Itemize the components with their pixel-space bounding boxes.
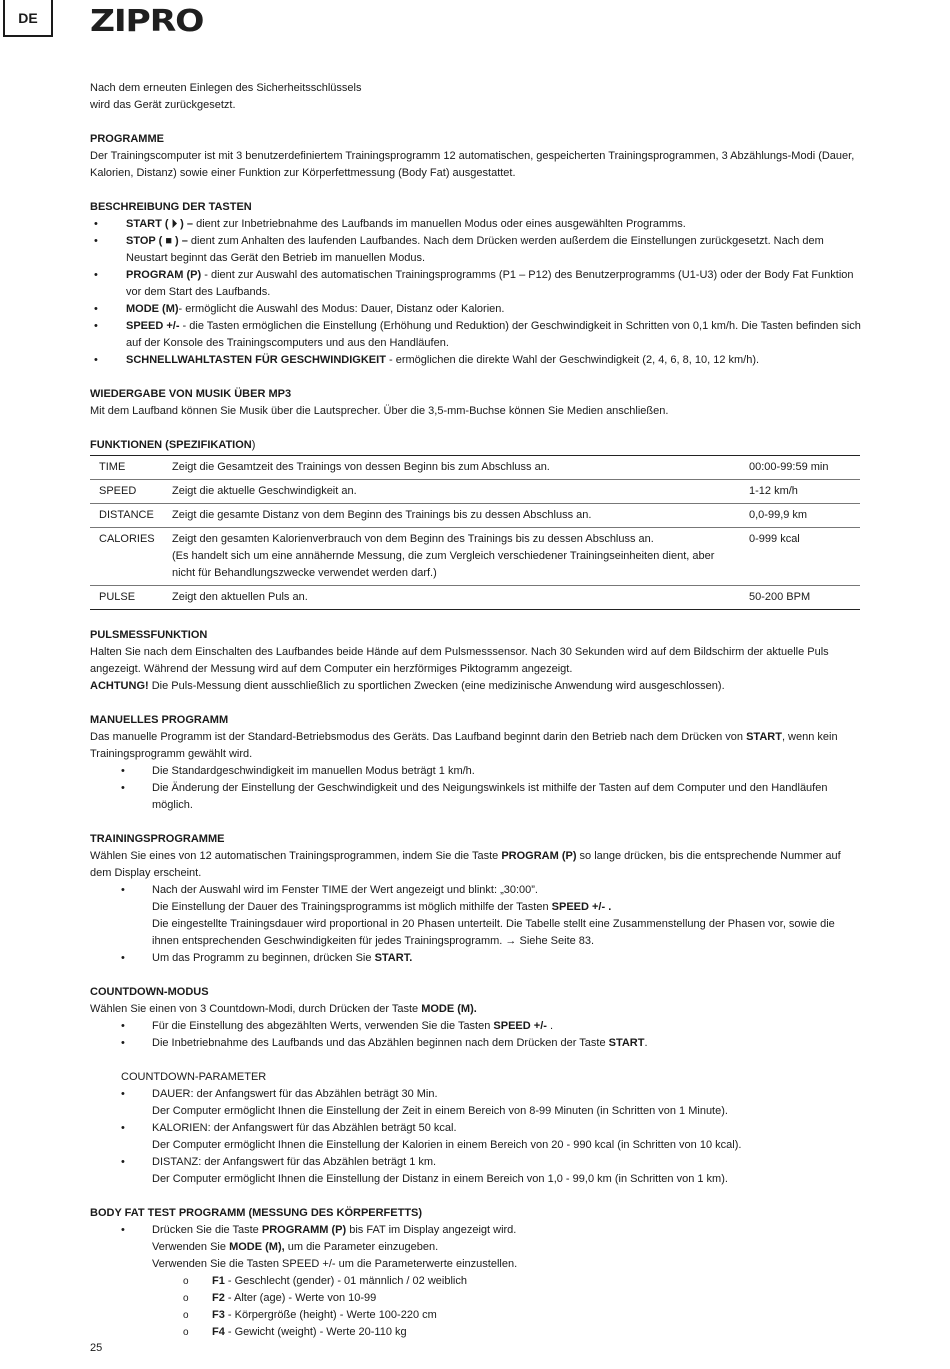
training-list <box>90 882 862 967</box>
page-number: 25 <box>90 1342 103 1354</box>
table-row: SPEED Zeigt die aktuelle Geschwindigkeit an. 1-12 km/h <box>90 480 860 504</box>
countdown-text: Wählen Sie einen von 3 Countdown-Modi, durch Drücken der Taste MODE (M). <box>90 1003 477 1015</box>
section-heading-musik: WIEDERGABE VON MUSIK ÜBER MP3 <box>90 388 292 400</box>
list-item: o F4 - Gewicht (weight) - Werte 20-110 kg <box>90 1324 862 1341</box>
list-item: • DAUER: der Anfangswert für das Abzählen beträgt 30 Min. Der Computer ermöglicht Ihnen die Einstellung der Zeit in einem Bereich von 8-99 Minuten (in Schritten von 1 Minute). <box>90 1086 862 1120</box>
list-item: • Die Änderung der Einstellung der Geschwindigkeit und des Neigungswinkels ist mithilfe der Tasten auf dem Computer und den Handläufen möglich. <box>90 780 862 814</box>
language-label: DE <box>18 9 38 26</box>
manuell-text: Das manuelle Programm ist der Standard-Betriebsmodus des Geräts. Das Laufband beginnt darin den Betrieb nach dem Drücken von START, wenn kein Trainingsprogramm gewählt wird. <box>90 731 838 760</box>
table-row: PULSE Zeigt den aktuellen Puls an. 50-200 BPM <box>90 586 860 610</box>
section-heading-training: TRAININGSPROGRAMME <box>90 833 225 845</box>
countdown-param-title: COUNTDOWN-PARAMETER <box>121 1071 267 1083</box>
list-item: o F1 - Geschlecht (gender) - 01 männlich / 02 weiblich <box>90 1273 862 1290</box>
list-item: • START ( ⏵ ) – dient zur Inbetriebnahme des Laufbands im manuellen Modus oder eines ausgewählten Programms. <box>90 216 862 233</box>
list-item: • DISTANZ: der Anfangswert für das Abzählen beträgt 1 km. Der Computer ermöglicht Ihnen die Einstellung der Distanz in einem Bereich von 1,0 - 99,0 km (in Schritten von 1 km). <box>90 1154 862 1188</box>
list-item: • Drücken Sie die Taste PROGRAMM (P) bis FAT im Display angezeigt wird. Verwenden Sie MODE (M), um die Parameter einzugeben. Verwenden Sie die Tasten SPEED +/- um die Parameterwerte einzustellen. <box>90 1222 862 1273</box>
intro-line: Nach dem erneuten Einlegen des Sicherheitsschlüssels <box>90 82 362 94</box>
list-item: • Um das Programm zu beginnen, drücken Sie START. <box>90 950 862 967</box>
brand-logo: ZIPRO <box>90 4 204 39</box>
section-heading-funktionen: FUNKTIONEN (SPEZIFIKATION) <box>90 439 256 451</box>
countdown-param-list <box>90 1086 862 1188</box>
bodyfat-param-list <box>90 1273 862 1341</box>
list-item: • Für die Einstellung des abgezählten Werts, verwenden Sie die Tasten SPEED +/- . <box>90 1018 862 1035</box>
list-item: o F2 - Alter (age) - Werte von 10-99 <box>90 1290 862 1307</box>
intro-line: wird das Gerät zurückgesetzt. <box>90 99 236 111</box>
manuell-list <box>90 763 862 814</box>
table-row: TIME Zeigt die Gesamtzeit des Trainings von dessen Beginn bis zum Abschluss an. 00:00-99:59 min <box>90 456 860 480</box>
puls-text: Halten Sie nach dem Einschalten des Laufbandes beide Hände auf dem Pulsmesssensor. Nach 30 Sekunden wird auf dem Bildschirm der aktuelle Puls angezeigt. Während der Messung wird auf dem Computer ein herzförmiges Piktogramm angezeigt. <box>90 646 829 675</box>
section-heading-puls: PULSMESSFUNKTION <box>90 629 208 641</box>
countdown-list <box>90 1018 862 1052</box>
list-item: • SPEED +/- - die Tasten ermöglichen die Einstellung (Erhöhung und Reduktion) der Geschwindigkeit in Schritten von 0,1 km/h. Die Tasten befinden sich auf der Konsole des Trainingscomputers und aus den Handläufen. <box>90 318 862 352</box>
list-item: • SCHNELLWAHLTASTEN FÜR GESCHWINDIGKEIT - ermöglichen die direkte Wahl der Geschwindigkeit (2, 4, 6, 8, 10, 12 km/h). <box>90 352 862 369</box>
list-item: • Die Standardgeschwindigkeit im manuellen Modus beträgt 1 km/h. <box>90 763 862 780</box>
list-item: • STOP ( ■ ) – dient zum Anhalten des laufenden Laufbandes. Nach dem Drücken werden außerdem die Einstellungen zurückgesetzt. Nach dem Neustart beginnt das Gerät den Betrieb im manuellen Modus. <box>90 233 862 267</box>
puls-warning: ACHTUNG! Die Puls-Messung dient ausschließlich zu sportlichen Zwecken (eine medizinische Anwendung wird ausgeschlossen). <box>90 680 725 692</box>
page-content <box>90 80 862 1341</box>
section-heading-bodyfat: BODY FAT TEST PROGRAMM (MESSUNG DES KÖRPERFETTS) <box>90 1207 423 1219</box>
list-item: • PROGRAM (P) - dient zur Auswahl des automatischen Trainingsprogramms (P1 – P12) des Benutzerprogramms (U1-U3) oder der Body Fat Funktion vor dem Start des Laufbands. <box>90 267 862 301</box>
table-row: DISTANCE Zeigt die gesamte Distanz von dem Beginn des Trainings bis zu dessen Abschluss an. 0,0-99,9 km <box>90 504 860 528</box>
section-heading-manuell: MANUELLES PROGRAMM <box>90 714 229 726</box>
table-row: CALORIES Zeigt den gesamten Kalorienverbrauch von dem Beginn des Trainings bis zu dessen Abschluss an. (Es handelt sich um eine annähernde Messung, die zum Vergleich verschiedener Trainingseinheiten dient, aber nicht für Behandlungszwecke verwendet werden darf.) 0-999 kcal <box>90 528 860 586</box>
section-heading-programme: PROGRAMME <box>90 133 164 145</box>
function-spec-table <box>90 455 860 610</box>
list-item: • KALORIEN: der Anfangswert für das Abzählen beträgt 50 kcal. Der Computer ermöglicht Ihnen die Einstellung der Kalorien in einem Bereich von 20 - 990 kcal (in Schritten von 10 kcal). <box>90 1120 862 1154</box>
list-item: • Die Inbetriebnahme des Laufbands und das Abzählen beginnen nach dem Drücken der Taste START. <box>90 1035 862 1052</box>
section-heading-tasten: BESCHREIBUNG DER TASTEN <box>90 201 252 213</box>
key-description-list <box>90 216 862 369</box>
list-item: • MODE (M)- ermöglicht die Auswahl des Modus: Dauer, Distanz oder Kalorien. <box>90 301 862 318</box>
programme-text: Der Trainingscomputer ist mit 3 benutzerdefiniertem Trainingsprogramm 12 automatischen, gespeicherten Trainingsprogrammen, 3 Abzählungs-Modi (Dauer, Kalorien, Distanz) sowie einer Funktion zur Körperfettmessung (Body Fat) ausgestattet. <box>90 150 855 179</box>
language-badge <box>3 0 53 37</box>
list-item: o F3 - Körpergröße (height) - Werte 100-220 cm <box>90 1307 862 1324</box>
musik-text: Mit dem Laufband können Sie Musik über die Lautsprecher. Über die 3,5-mm-Buchse können Sie Medien anschließen. <box>90 405 669 417</box>
training-text: Wählen Sie eines von 12 automatischen Trainingsprogrammen, indem Sie die Taste PROGRAM (P) so lange drücken, bis die entsprechende Nummer auf dem Display erscheint. <box>90 850 841 879</box>
list-item: • Nach der Auswahl wird im Fenster TIME der Wert angezeigt und blinkt: „30:00”. Die Einstellung der Dauer des Trainingsprogramms ist möglich mithilfe der Tasten SPEED +/- . Die eingestellte Trainingsdauer wird proportional in 20 Phasen unterteilt. Die Tabelle stellt eine Zusammenstellung der Phasen vor, sowie die ihnen entsprechenden Geschwindigkeiten für jedes Trainingsprogramm. → Siehe Seite 83. <box>90 882 862 950</box>
bodyfat-list <box>90 1222 862 1273</box>
section-heading-countdown: COUNTDOWN-MODUS <box>90 986 209 998</box>
